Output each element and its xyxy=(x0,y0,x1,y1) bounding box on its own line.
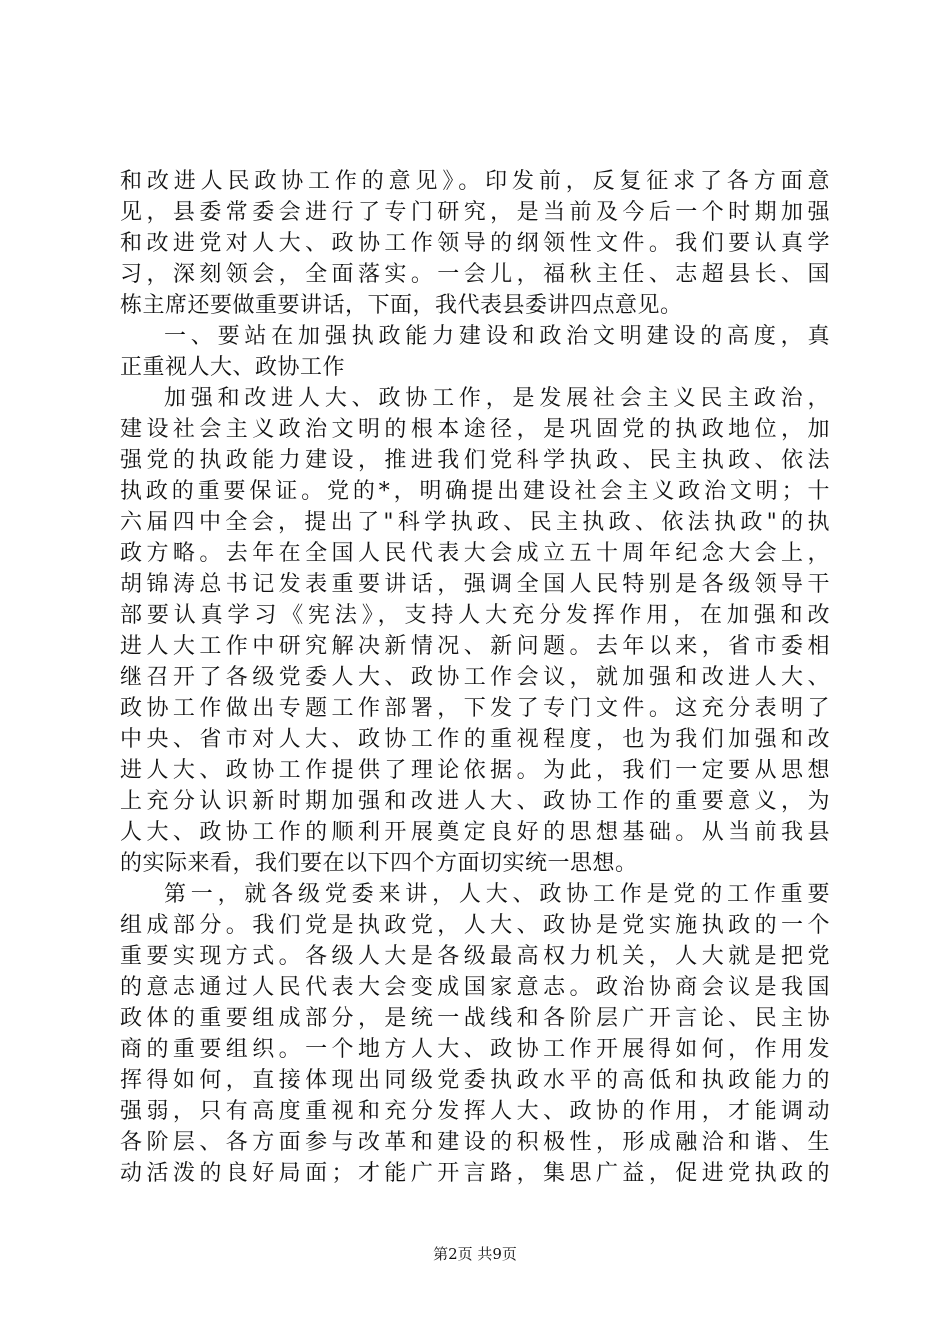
text-line: 习，深刻领会，全面落实。一会儿，福秋主任、志超县长、国 xyxy=(120,262,830,287)
text-line: 政体的重要组成部分，是统一战线和各阶层广开言论、民主协 xyxy=(120,1006,830,1031)
text-line: 强弱，只有高度重视和充分发挥人大、政协的作用，才能调动 xyxy=(120,1099,830,1124)
text-line: 六届四中全会，提出了"科学执政、民主执政、依法执政"的执 xyxy=(120,510,830,535)
text-line: 中央、省市对人大、政协工作的重视程度，也为我们加强和改 xyxy=(120,727,830,752)
text-line: 强党的执政能力建设，推进我们党科学执政、民主执政、依法 xyxy=(120,448,830,473)
page-number-footer: 第2页 共9页 xyxy=(433,1245,517,1263)
text-line: 栋主席还要做重要讲话，下面，我代表县委讲四点意见。 xyxy=(120,293,683,318)
document-body xyxy=(120,166,830,1189)
text-line: 和改进人民政协工作的意见》。印发前，反复征求了各方面意 xyxy=(120,169,830,194)
text-line: 人大、政协工作的顺利开展奠定良好的思想基础。从当前我县 xyxy=(120,820,830,845)
text-line: 胡锦涛总书记发表重要讲话，强调全国人民特别是各级领导干 xyxy=(120,572,830,597)
text-line: 部要认真学习《宪法》，支持人大充分发挥作用，在加强和改 xyxy=(120,603,830,628)
text-line: 一、要站在加强执政能力建设和政治文明建设的高度，真 xyxy=(164,324,830,349)
text-line: 正重视人大、政协工作 xyxy=(120,355,346,380)
text-line: 的实际来看，我们要在以下四个方面切实统一思想。 xyxy=(120,851,638,876)
text-line: 的意志通过人民代表大会变成国家意志。政治协商会议是我国 xyxy=(120,975,830,1000)
text-line: 商的重要组织。一个地方人大、政协工作开展得如何，作用发 xyxy=(120,1037,830,1062)
text-line: 加强和改进人大、政协工作，是发展社会主义民主政治， xyxy=(164,386,830,411)
text-line: 继召开了各级党委人大、政协工作会议，就加强和改进人大、 xyxy=(120,665,830,690)
text-line: 政方略。去年在全国人民代表大会成立五十周年纪念大会上， xyxy=(120,541,830,566)
text-line: 各阶层、各方面参与改革和建设的积极性，形成融洽和谐、生 xyxy=(120,1130,830,1155)
text-line: 执政的重要保证。党的*，明确提出建设社会主义政治文明；十 xyxy=(120,479,830,504)
text-line: 上充分认识新时期加强和改进人大、政协工作的重要意义，为 xyxy=(120,789,830,814)
text-line: 进人大工作中研究解决新情况、新问题。去年以来，省市委相 xyxy=(120,634,830,659)
text-line: 组成部分。我们党是执政党，人大、政协是党实施执政的一个 xyxy=(120,913,830,938)
text-line: 进人大、政协工作提供了理论依据。为此，我们一定要从思想 xyxy=(120,758,830,783)
text-line: 挥得如何，直接体现出同级党委执政水平的高低和执政能力的 xyxy=(120,1068,830,1093)
text-line: 重要实现方式。各级人大是各级最高权力机关，人大就是把党 xyxy=(120,944,830,969)
text-line: 第一，就各级党委来讲，人大、政协工作是党的工作重要 xyxy=(164,882,830,907)
text-line: 动活泼的良好局面；才能广开言路，集思广益，促进党执政的 xyxy=(120,1161,830,1186)
text-line: 见，县委常委会进行了专门研究，是当前及今后一个时期加强 xyxy=(120,200,830,225)
text-line: 政协工作做出专题工作部署，下发了专门文件。这充分表明了 xyxy=(120,696,830,721)
text-line: 建设社会主义政治文明的根本途径，是巩固党的执政地位，加 xyxy=(120,417,830,442)
text-line: 和改进党对人大、政协工作领导的纲领性文件。我们要认真学 xyxy=(120,231,830,256)
